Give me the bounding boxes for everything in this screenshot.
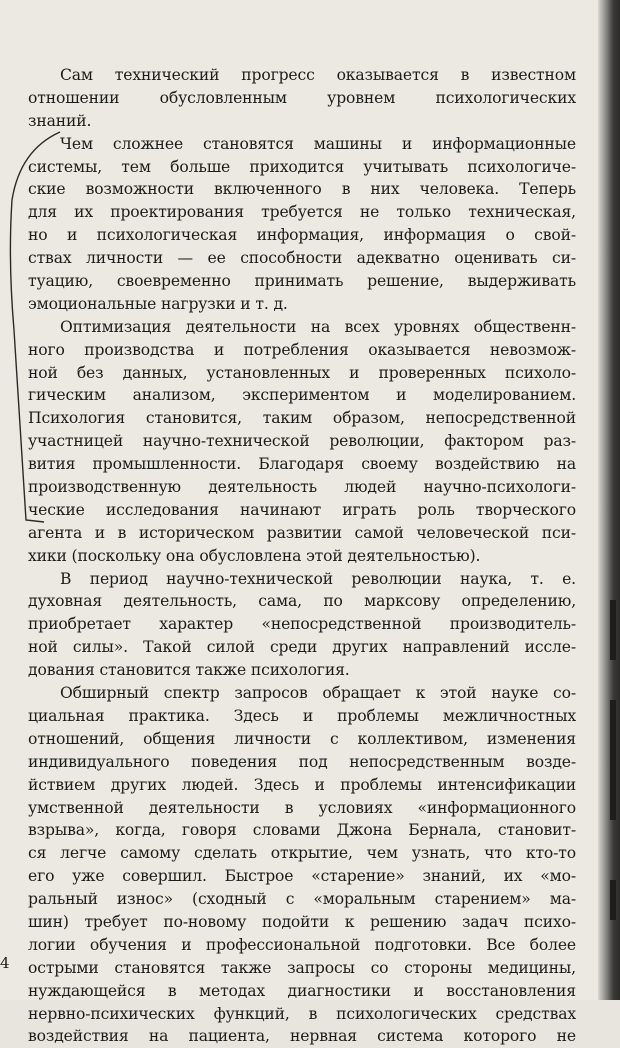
text-line: туацию, своевременно принимать решение, выдерживать (28, 272, 576, 291)
text-line: индивидуального поведения под непосредственным возде- (28, 752, 576, 771)
text-line: шин) требует по-новому подойти к решению задач психо- (28, 912, 576, 931)
text-line: йствием других людей. Здесь и проблемы интенсификации (28, 775, 576, 794)
text-line: ческие исследования начинают играть роль творческого (28, 500, 576, 519)
text-line: ствах личности — ее способности адекватно оценивать си- (28, 249, 576, 268)
text-line: воздействия на пациента, нервная система которого не (28, 1027, 576, 1046)
text-line: циальная практика. Здесь и проблемы межличностных (28, 706, 576, 725)
text-line: знаний. (28, 111, 92, 130)
text-line: ной силы». Такой силой среди других направлений иссле- (28, 638, 576, 657)
text-line: эмоциональные нагрузки и т. д. (28, 294, 288, 313)
text-line: Психология становится, таким образом, непосредственной (28, 409, 576, 428)
text-line: отношении обусловленным уровнем психологических (28, 88, 576, 107)
text-line: нуждающейся в методах диагностики и восстановления (28, 981, 576, 1000)
text-line: острыми становятся также запросы со стороны медицины, (28, 958, 576, 977)
text-line: дования становится также психология. (28, 661, 350, 680)
text-line: приобретает характер «непосредственной производитель- (28, 615, 576, 634)
text-line: умственной деятельности в условиях «информационного (28, 798, 576, 817)
text-line: ного производства и потребления оказывается невозмож- (28, 340, 576, 359)
edge-mark (610, 880, 616, 920)
text-line: участницей научно-технической революции, фактором раз- (28, 432, 576, 451)
paragraph-3 (28, 316, 576, 568)
text-line: Оптимизация деятельности на всех уровнях общественн- (60, 317, 576, 336)
paragraph-5 (28, 682, 576, 1048)
text-line: производственную деятельность людей научно-психологи- (28, 478, 576, 497)
edge-mark (610, 700, 616, 820)
text-line: для их проектирования требуется не только техническая, (28, 203, 576, 222)
text-line: ские возможности включенного в них человека. Теперь (28, 180, 576, 199)
text-line: В период научно-технической революции наука, т. е. (60, 569, 576, 588)
text-line: Обширный спектр запросов обращает к этой науке со- (60, 684, 576, 703)
edge-mark (610, 600, 616, 660)
text-line: вития промышленности. Благодаря своему воздействию на (28, 455, 576, 474)
page-edge-shadow (598, 0, 620, 1000)
text-line: логии обучения и профессиональной подготовки. Все более (28, 935, 576, 954)
page-number: 4 (0, 954, 10, 972)
text-line: Чем сложнее становятся машины и информационные (60, 134, 576, 153)
text-line: отношений, общения личности с коллективом, изменения (28, 729, 576, 748)
body-text (28, 64, 576, 1048)
paragraph-4 (28, 568, 576, 682)
paragraph-1 (28, 64, 576, 133)
text-line: хики (поскольку она обусловлена этой деятельностью). (28, 546, 481, 565)
text-line: взрыва», когда, говоря словами Джона Бернала, становит- (28, 821, 576, 840)
text-line: ральный износ» (сходный с «моральным старением» ма- (28, 890, 576, 909)
text-line: агента и в историческом развитии самой человеческой пси- (28, 523, 576, 542)
paragraph-2 (28, 133, 576, 316)
text-line: ной без данных, установленных и проверенных психоло- (28, 363, 576, 382)
text-line: духовная деятельность, сама, по марксову определению, (28, 592, 576, 611)
text-line: нервно-психических функций, в психологических средствах (28, 1004, 576, 1023)
text-line: системы, тем больше приходится учитывать психологиче- (28, 157, 576, 176)
text-line: его уже совершил. Быстрое «старение» знаний, их «мо- (28, 867, 576, 886)
text-line: ся легче самому сделать открытие, чем узнать, что кто-то (28, 844, 576, 863)
text-line: Сам технический прогресс оказывается в известном (60, 66, 576, 84)
text-line: гическим анализом, экспериментом и моделированием. (28, 386, 576, 405)
text-line: но и психологическая информация, информация о свой- (28, 226, 576, 245)
